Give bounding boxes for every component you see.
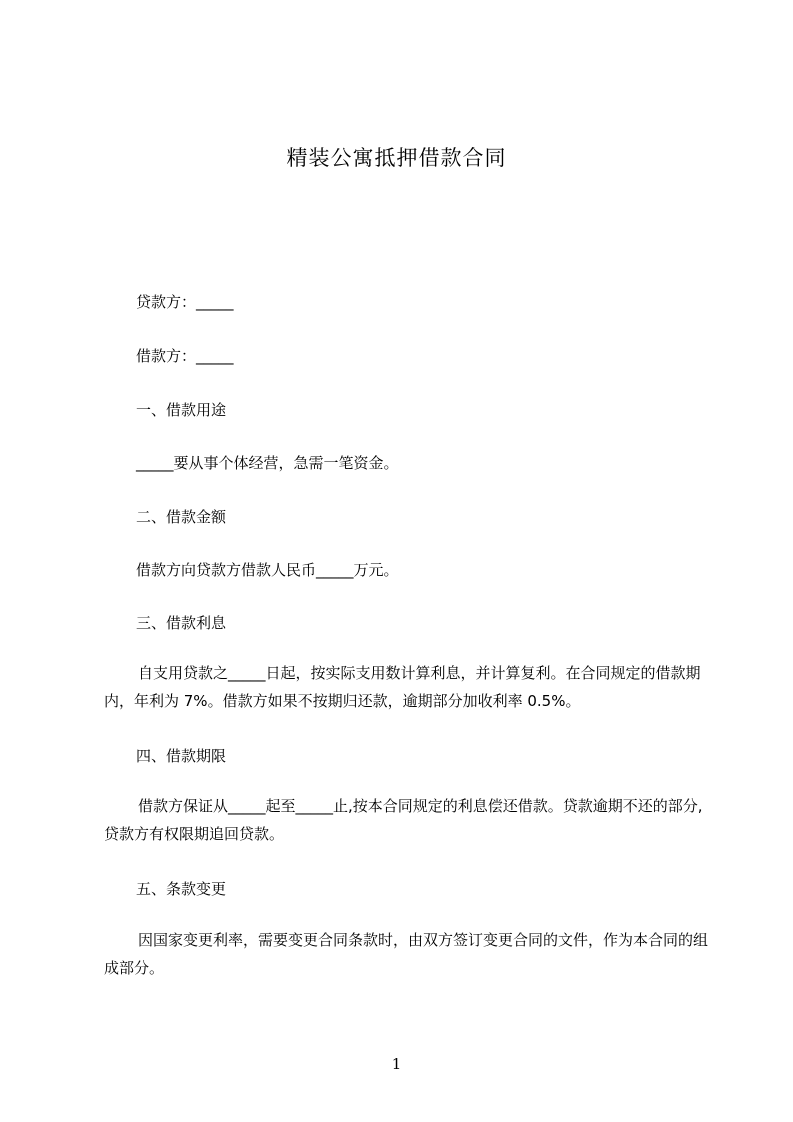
section-body-interest-text: 自支用贷款之_____日起，按实际支用数计算利息，并计算复利。在合同规定的借款期内，年利为 7%。借款方如果不按期归还款，逾期部分加收利率 0.5%。 [104, 664, 701, 710]
page-number: 1 [391, 1055, 402, 1073]
section-body-changes-text: 因国家变更利率，需要变更合同条款时，由双方签订变更合同的文件，作为本合同的组成部分。 [104, 931, 709, 977]
section-body-changes [104, 926, 714, 982]
section-heading-term: 四、借款期限 [136, 747, 227, 765]
section-body-term-text: 借款方保证从_____起至_____止,按本合同规定的利息偿还借款。贷款逾期不还的部分,贷款方有权限期追回贷款。 [104, 797, 703, 843]
borrower-line: 借款方：_____ [136, 347, 234, 365]
section-body-purpose: _____要从事个体经营，急需一笔资金。 [136, 454, 399, 472]
section-heading-interest: 三、借款利息 [136, 614, 227, 632]
section-heading-amount: 二、借款金额 [136, 508, 227, 526]
section-heading-changes: 五、条款变更 [136, 880, 227, 898]
document-title: 精装公寓抵押借款合同 [286, 146, 507, 170]
section-body-amount: 借款方向贷款方借款人民币_____万元。 [136, 561, 399, 579]
section-body-interest [104, 659, 714, 715]
lender-line: 贷款方：_____ [136, 293, 234, 311]
section-body-term [104, 792, 714, 848]
section-heading-purpose: 一、借款用途 [136, 401, 227, 419]
